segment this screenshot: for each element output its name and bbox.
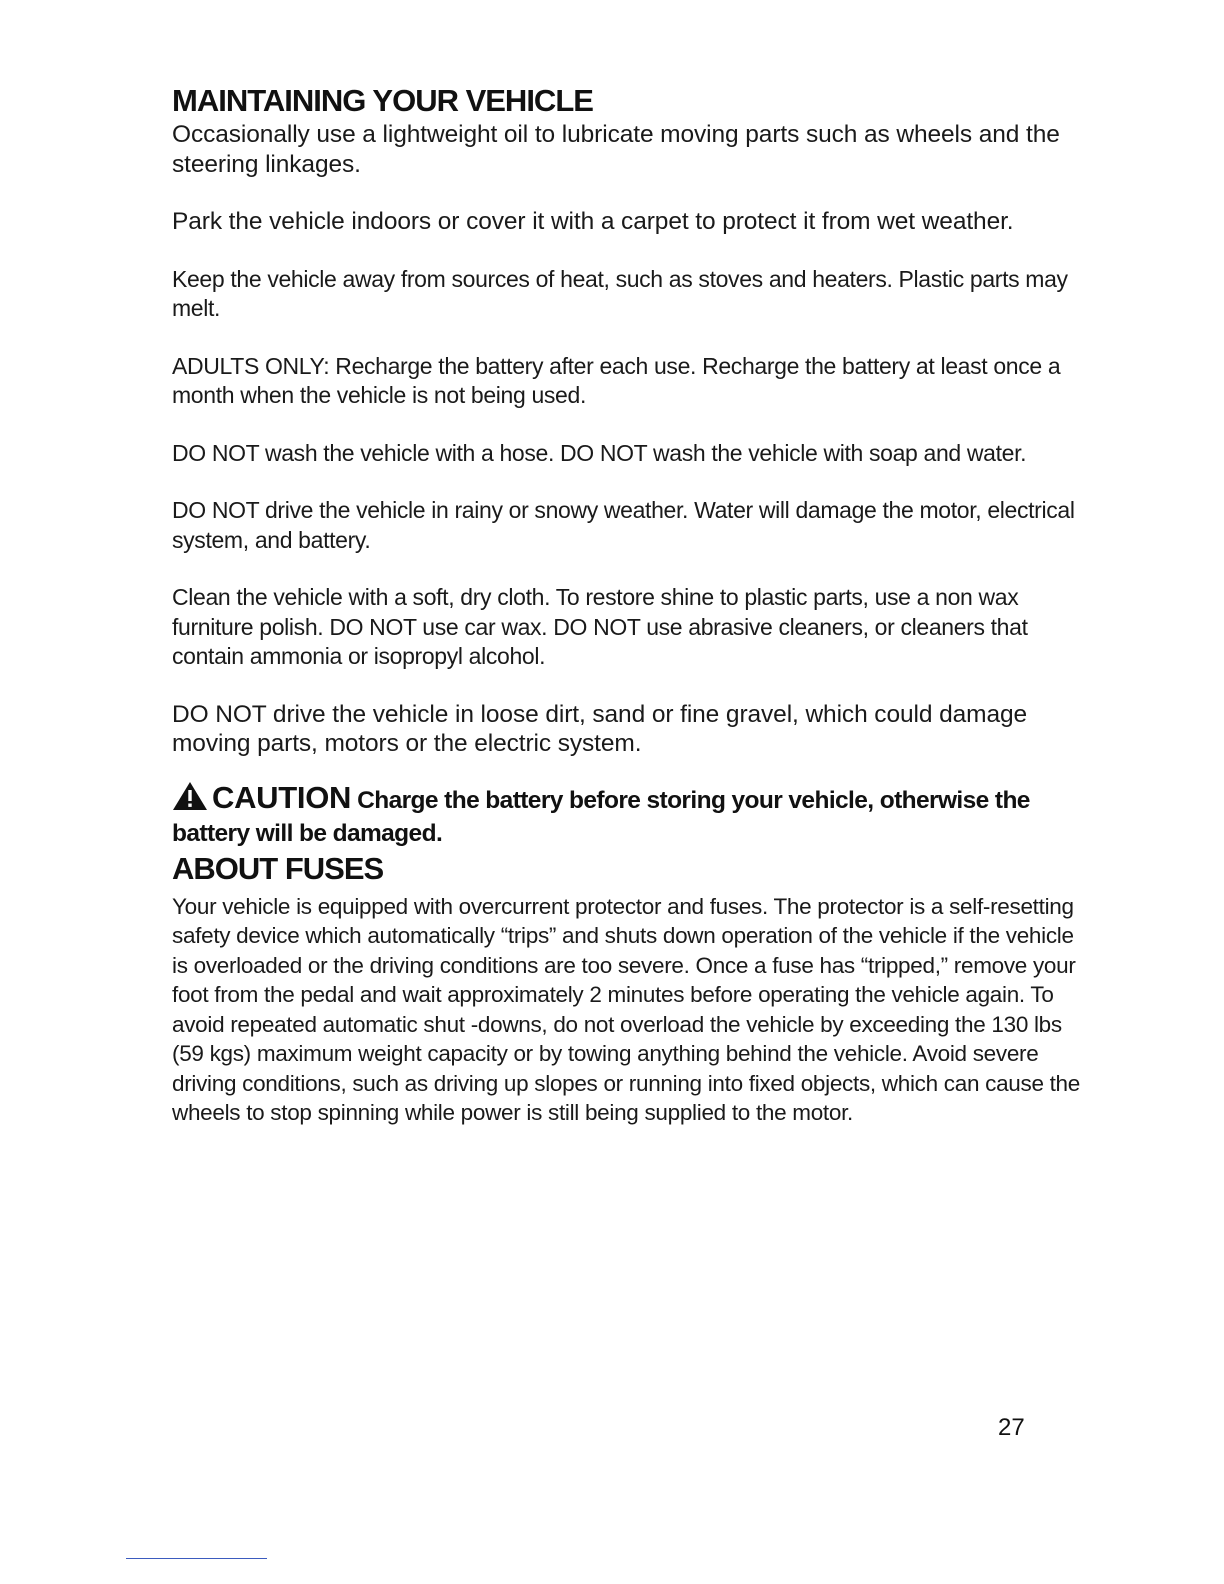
page-number: 27 — [998, 1414, 1025, 1441]
caution-label: CAUTION — [212, 779, 352, 815]
footer-divider — [126, 1558, 267, 1559]
warning-triangle-icon — [172, 781, 208, 811]
caution-notice — [172, 781, 1088, 850]
caution-text: Charge the battery before storing your vehicle, otherwise the battery will be damaged. — [172, 786, 1030, 847]
maintaining-paragraph-lubricate: Occasionally use a lightweight oil to lubricate moving parts such as wheels and the steering linkages. — [172, 121, 1060, 178]
maintaining-paragraph-recharge: ADULTS ONLY: Recharge the battery after each use. Recharge the battery at least once a month when the vehicle is not being used. — [172, 352, 1061, 408]
maintaining-paragraph-park-indoors: Park the vehicle indoors or cover it with a carpet to protect it from wet weather. — [172, 208, 1014, 235]
maintaining-title: MAINTAINING YOUR VEHICLE — [172, 83, 593, 118]
fuses-title: ABOUT FUSES — [172, 850, 384, 886]
maintaining-paragraph-terrain: DO NOT drive the vehicle in loose dirt, sand or fine gravel, which could damage moving parts, motors or the electric system. — [172, 700, 1028, 757]
maintaining-paragraph-no-wash: DO NOT wash the vehicle with a hose. DO NOT wash the vehicle with soap and water. — [172, 439, 1027, 466]
manual-page — [172, 82, 1088, 1128]
maintaining-paragraph-weather: DO NOT drive the vehicle in rainy or snowy weather. Water will damage the motor, electrical system, and battery. — [172, 497, 1075, 553]
maintaining-paragraph-clean: Clean the vehicle with a soft, dry cloth. To restore shine to plastic parts, use a non wax furniture polish. DO NOT use car wax. DO NOT use abrasive cleaners, or cleaners that contain ammonia or isopropyl alcohol. — [172, 584, 1028, 669]
fuses-paragraph: Your vehicle is equipped with overcurrent protector and fuses. The protector is a self-resetting safety device which automatically “trips” and shuts down operation of the vehicle if the vehicle is overloaded or the driving conditions are too severe. Once a fuse has “tripped,” remove your foot from the pedal and wait approximately 2 minutes before operating the vehicle again. To avoid repeated automatic shut -downs, do not overload the vehicle by exceeding the 130 lbs (59 kgs) maximum weight capacity or by towing anything behind the vehicle. Avoid severe driving conditions, such as driving up slopes or running into fixed objects, which can cause the wheels to stop spinning while power is still being supplied to the motor. — [172, 893, 1080, 1125]
maintaining-paragraph-heat: Keep the vehicle away from sources of heat, such as stoves and heaters. Plastic parts may melt. — [172, 265, 1068, 321]
